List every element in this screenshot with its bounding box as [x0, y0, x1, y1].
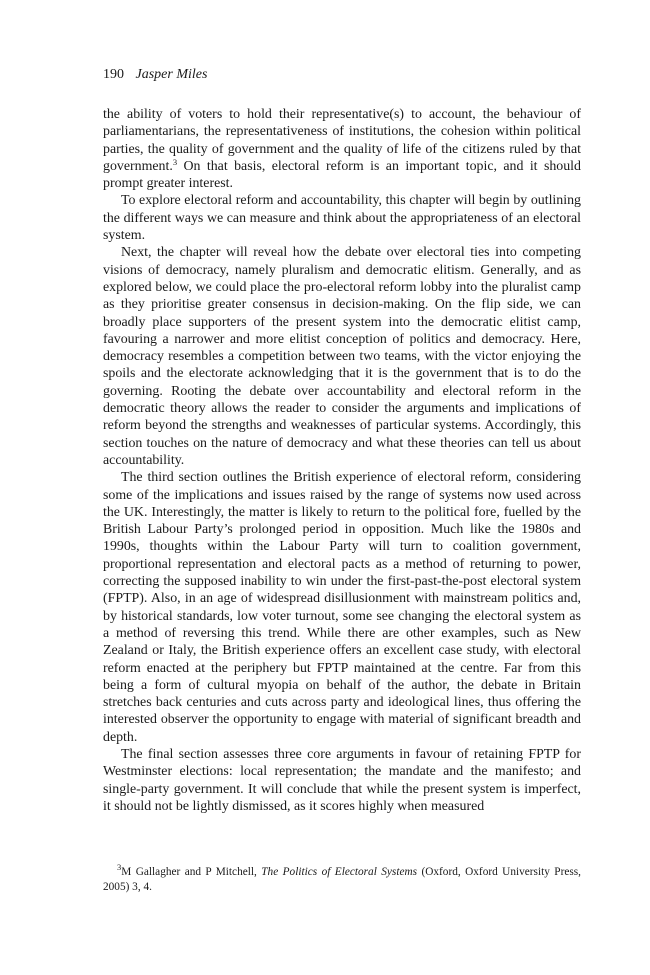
footnote-text: M Gallagher and P Mitchell,: [121, 866, 262, 878]
author-name: Jasper Miles: [135, 67, 208, 82]
page-number: 190: [103, 67, 124, 82]
paragraph-1-text: the ability of voters to hold their representative(s) to account, the behaviour of parliamentarians, the representativeness of institutions, the cohesion within political parties, the quality of government and the quality of life of the citizens ruled by that government.: [103, 107, 581, 174]
paragraph-4: The third section outlines the British experience of electoral reform, considering some of the implications and issues raised by the range of systems now used across the UK. Interestingly, the matter is likely to return to the political fore, fuelled by the British Labour Party’s prolonged period in opposition. Much like the 1980s and 1990s, thoughts within the Labour Party will turn to coalition government, proportional representation and electoral pacts as a method of returning to power, correcting the supposed inability to win under the first-past-the-post electoral system (FPTP). Also, in an age of widespread disillusionment with mainstream politics and, by historical standards, low voter turnout, some see changing the electoral system as a method of reversing this trend. While there are other examples, such as New Zealand or Italy, the British experience offers an excellent case study, with electoral reform enacted at the periphery but FPTP maintained at the centre. Far from this being a form of cultural myopia on behalf of the author, the debate in Britain stretches back centuries and cuts across party and ideological lines, thus offering the interested observer the opportunity to engage with material of significant breadth and depth.: [103, 470, 581, 745]
footnote: [103, 862, 581, 895]
footnote-book-title: The Politics of Electoral Systems: [261, 866, 418, 878]
running-head: [103, 66, 207, 84]
footnote-reference[interactable]: 3: [172, 156, 178, 167]
body-text: [103, 106, 581, 815]
paragraph-2: To explore electoral reform and accountability, this chapter will begin by outlining the different ways we can measure and think about the appropriateness of an electoral system.: [103, 193, 581, 244]
paragraph-1: [103, 106, 581, 192]
paragraph-5: The final section assesses three core arguments in favour of retaining FPTP for Westminster elections: local representation; the mandate and the manifesto; and single-party government. It will conclude that while the present system is imperfect, it should not be lightly dismissed, as it scores highly when measured: [103, 746, 581, 814]
paragraph-1-continuation: On that basis, electoral reform is an important topic, and it should prompt greater interest.: [103, 158, 581, 192]
footnote-marker: 3: [117, 862, 122, 872]
footnote-publication: (Oxford, Oxford University Press, 2005) 3, 4.: [103, 866, 581, 893]
paragraph-3: Next, the chapter will reveal how the debate over electoral ties into competing visions of democracy, namely pluralism and democratic elitism. Generally, and as explored below, we could place the pro-electoral reform lobby into the pluralist camp as they prioritise greater consensus in decision-making. On the flip side, we can broadly place supporters of the present system into the democratic elitist camp, favouring a narrower and more elitist conception of politics and democracy. Here, democracy resembles a competition between two teams, with the victor enjoying the spoils and the electorate acknowledging that it is the government that is to do the governing. Rooting the debate over accountability and electoral reform in the democratic theory allows the reader to consider the arguments and implications of reform beyond the strengths and weaknesses of particular systems. Accordingly, this section touches on the nature of democracy and what these theories can tell us about accountability.: [103, 245, 581, 468]
